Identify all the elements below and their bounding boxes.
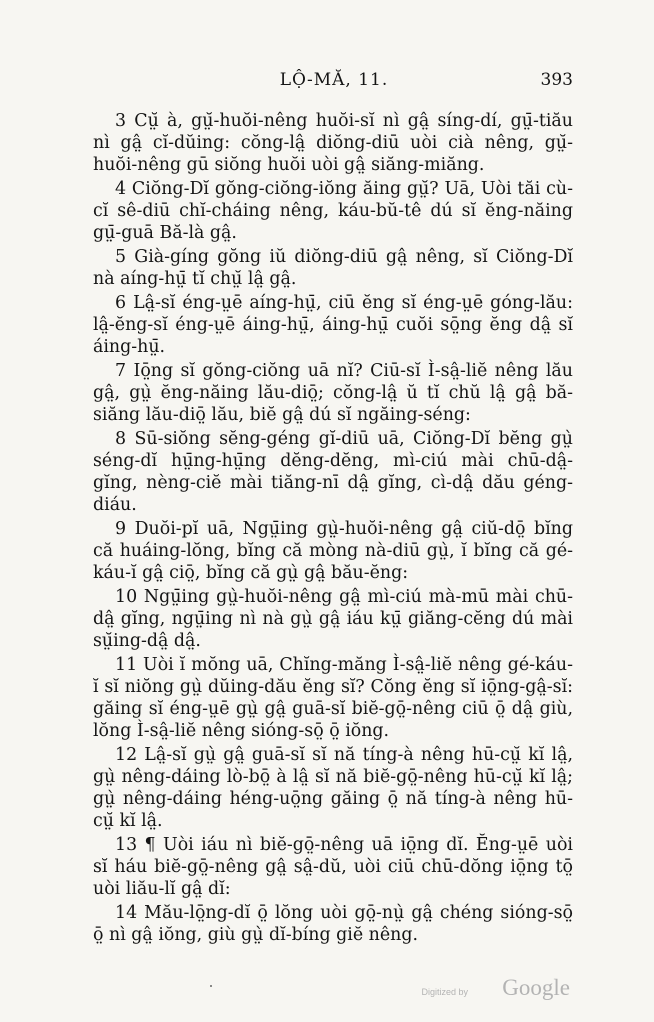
verse-10: 10 Ngṳ̄ing gṳ̀-huŏi-nêng gâ̤ mì-ciú mà-mū mài chū-dâ̤ gĭng, ngṳ̄ing nì nà gṳ̀ gâ̤ iáu kṳ̄ giăng-cĕng dú mài sṳ̆ing-dâ̤ dâ̤. (93, 587, 573, 651)
verse-4: 4 Ciŏng-Dĭ gŏng-ciŏng-iŏng ăing gṳ̆? Uā, Uòi tăi cù-cĭ sê-diū chĭ-cháing nêng, káu-bŭ-tê dú sĭ ĕng-năing gṳ̄-guā Bă-là gâ̤. (93, 179, 573, 243)
verse-6: 6 Lâ̤-sĭ éng-ṳē aíng-hṳ̄, ciū ĕng sĭ éng-ṳē góng-lău: lâ̤-ĕng-sĭ éng-ṳē áing-hṳ̄, áing-hṳ̄ cuŏi sō̤ng ĕng dâ̤ sĭ áing-hṳ̄. (93, 293, 573, 357)
verse-8: 8 Sū-siŏng sĕng-géng gĭ-diū uā, Ciŏng-Dĭ bĕng gṳ̀ séng-dĭ hṳ̄ng-hṳ̄ng dĕng-dĕng, mì-ciú mài chū-dâ̤-gĭng, nèng-ciĕ mài tiăng-nī dâ̤ gĭng, cì-dâ̤ dău géng-diáu. (93, 429, 573, 515)
verse-12: 12 Lâ̤-sĭ gṳ̀ gâ̤ guā-sĭ sĭ nă tíng-à nêng hū-cṳ̆ kĭ lâ̤, gṳ̀ nêng-dáing lò-bō̤ à lâ̤ sĭ nă biĕ-gō̤-nêng hū-cṳ̆ kĭ lâ̤; gṳ̀ nêng-dáing héng-uō̤ng găing ō̤ nă tíng-à nêng hū-cṳ̆ kĭ lâ̤. (93, 745, 573, 831)
verse-9: 9 Duŏi-pĭ uā, Ngṳ̄ing gṳ̀-huŏi-nêng gâ̤ ciŭ-dō̤ bĭng că huáing-lŏng, bĭng că mòng nà-diū gṳ̀, ĭ bĭng că gé-káu-ĭ gâ̤ ciō̤, bĭng că gṳ̀ gâ̤ bău-ĕng: (93, 519, 573, 583)
verse-3: 3 Cṳ̆ à, gṳ̆-huŏi-nêng huŏi-sĭ nì gâ̤ síng-dí, gṳ̄-tiău nì gâ̤ cĭ-dŭing: cŏng-lâ̤ diŏng-diū uòi cià nêng, gṳ̆-huŏi-nêng gū siŏng huŏi uòi gâ̤ siăng-miăng. (93, 111, 573, 175)
verse-5: 5 Già-gíng gŏng iŭ diŏng-diū gâ̤ nêng, sĭ Ciŏng-Dĭ nà aíng-hṳ̄ tĭ chṳ̆ lâ̤ gâ̤. (93, 247, 573, 289)
google-logo: Google (502, 975, 570, 1000)
verse-text-block (93, 110, 573, 948)
running-header (95, 70, 573, 94)
verse-13: 13 ¶ Uòi iáu nì biĕ-gō̤-nêng uā iō̤ng dĭ. Ĕng-ṳē uòi sĭ háu biĕ-gō̤-nêng gâ̤ sâ̤-dŭ, uòi ciū chū-dŏng iō̤ng tō̤ uòi liău-lĭ gâ̤ dĭ: (93, 835, 573, 899)
ink-speck (210, 985, 212, 987)
digitized-by-label: Digitized by (421, 987, 468, 997)
verse-14: 14 Mău-lō̤ng-dĭ ō̤ lŏng uòi gō̤-nṳ̀ gâ̤ chéng sióng-sō̤ ō̤ nì gâ̤ iŏng, giù gṳ̀ dĭ-bíng giĕ nêng. (93, 903, 573, 945)
page-number: 393 (540, 70, 573, 90)
verse-11: 11 Uòi ĭ mŏng uā, Chĭng-măng Ì-sâ̤-liĕ nêng gé-káu-ĭ sĭ niŏng gṳ̀ dŭing-dău ĕng sĭ? Cŏng ĕng sĭ iō̤ng-gâ̤-sĭ: găing sĭ éng-ṳē gṳ̀ gâ̤ guā-sĭ biĕ-gō̤-nêng ciū ō̤ dâ̤ giù, lŏng Ì-sâ̤-liĕ nêng sióng-sō̤ ō̤ iŏng. (93, 655, 573, 741)
running-title: LỘ-MĂ, 11. (279, 70, 389, 90)
verse-7: 7 Iō̤ng sĭ gŏng-ciŏng uā nĭ? Ciū-sĭ Ì-sâ̤-liĕ nêng lău gâ̤, gṳ̀ ĕng-năing lău-diō̤; cŏng-lâ̤ ŭ tĭ chŭ lâ̤ gâ̤ bă-siăng lău-diō̤ lău, biĕ gâ̤ dú sĭ ngăing-séng: (93, 361, 573, 425)
